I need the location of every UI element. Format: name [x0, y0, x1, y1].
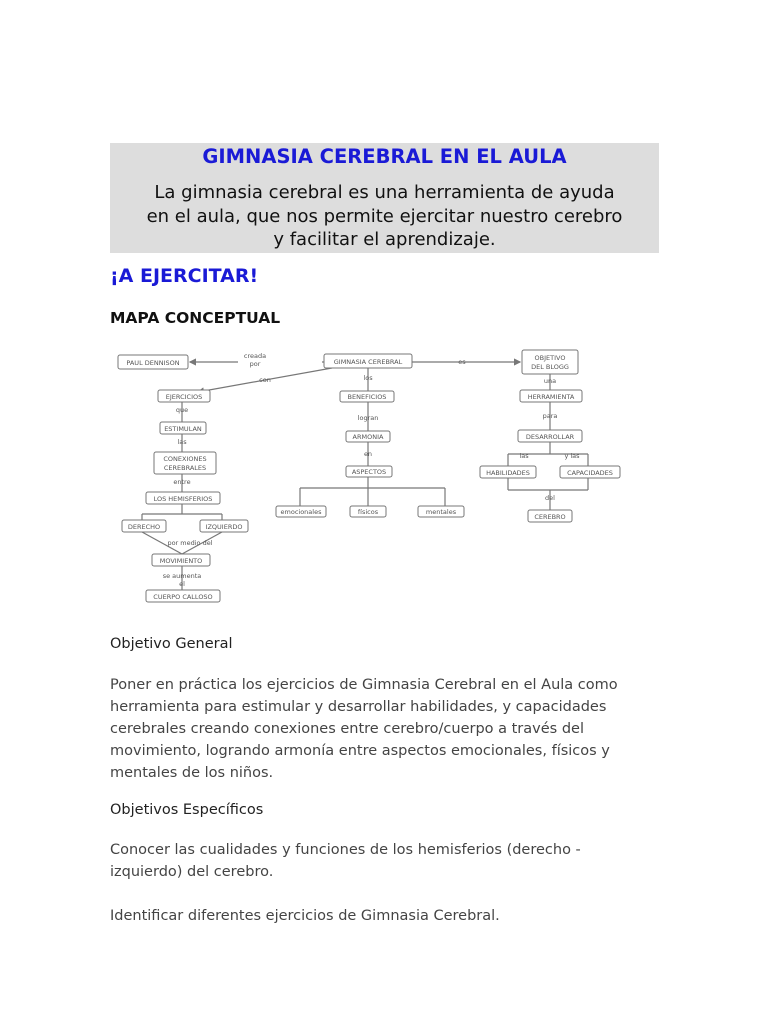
- node-paul-dennison: [118, 355, 188, 369]
- node-objetivo-label-1: OBJETIVO: [534, 354, 566, 362]
- node-emocionales-label: emocionales: [280, 508, 322, 516]
- link-es: es: [458, 358, 466, 366]
- node-izquierdo: [200, 520, 248, 532]
- objetivo-general-text: [110, 674, 670, 784]
- concept-map: [110, 340, 640, 610]
- node-herramienta-label: HERRAMIENTA: [527, 393, 575, 401]
- link-logran: logran: [357, 414, 379, 422]
- link-los-mid: los: [363, 374, 373, 382]
- link-las-right: las: [519, 452, 529, 460]
- objetivo-especifico-1-line-2: izquierdo) del cerebro.: [110, 864, 274, 880]
- link-las: las: [177, 438, 187, 446]
- link-en: en: [363, 450, 373, 458]
- node-movimiento-label: MOVIMIENTO: [159, 557, 203, 565]
- node-emocionales: [276, 506, 326, 517]
- node-objetivo-label-2: DEL BLOGG: [531, 363, 569, 371]
- objetivo-especifico-1: [110, 839, 670, 883]
- node-gimnasia-cerebral: [324, 354, 412, 368]
- link-que: que: [175, 406, 189, 414]
- node-desarrollar: [518, 430, 582, 442]
- title-banner: [110, 143, 659, 253]
- link-del: del: [545, 494, 555, 502]
- node-los-hemisferios-label: LOS HEMISFERIOS: [153, 495, 213, 503]
- node-fisicos: [350, 506, 386, 517]
- node-ejercicios-label: EJERCICIOS: [165, 393, 203, 401]
- exercise-heading: ¡A EJERCITAR!: [110, 265, 259, 287]
- banner-line-3: y facilitar el aprendizaje.: [273, 229, 496, 250]
- node-estimulan-label: ESTIMULAN: [164, 425, 202, 433]
- link-entre: entre: [173, 478, 191, 486]
- node-habilidades-label: HABILIDADES: [486, 469, 530, 477]
- link-y-las: y las: [564, 452, 580, 460]
- node-beneficios-label: BENEFICIOS: [347, 393, 387, 401]
- node-cerebro-label: CEREBRO: [534, 513, 566, 521]
- node-aspectos: [346, 466, 392, 477]
- objetivo-general-line-1: Poner en práctica los ejercicios de Gimnasia Cerebral en el Aula como: [110, 677, 618, 693]
- node-beneficios: [340, 391, 394, 402]
- link-se-aumenta: se aumenta: [162, 572, 202, 580]
- node-estimulan: [160, 422, 206, 434]
- node-mentales: [418, 506, 464, 517]
- link-por-medio-del: por medio del: [167, 539, 213, 547]
- node-objetivo-del-blogg: [522, 350, 578, 374]
- node-aspectos-label: ASPECTOS: [351, 468, 387, 476]
- node-habilidades: [480, 466, 536, 478]
- node-cuerpo-calloso: [146, 590, 220, 602]
- node-mentales-label: mentales: [425, 508, 457, 516]
- page-title: GIMNASIA CEREBRAL EN EL AULA: [202, 145, 567, 168]
- node-los-hemisferios: [146, 492, 220, 504]
- node-capacidades: [560, 466, 620, 478]
- node-movimiento: [152, 554, 210, 566]
- link-para: para: [542, 412, 558, 420]
- node-herramienta: [520, 390, 582, 402]
- link-el: el: [179, 580, 185, 588]
- objetivo-especifico-1-line-1: Conocer las cualidades y funciones de los hemisferios (derecho -: [110, 842, 581, 858]
- objetivo-general-line-3: cerebrales creando conexiones entre cerebro/cuerpo a través del: [110, 721, 584, 737]
- node-ejercicios: [158, 390, 210, 402]
- objetivos-especificos-heading: Objetivos Específicos: [110, 802, 264, 818]
- concept-map-heading: MAPA CONCEPTUAL: [110, 309, 281, 327]
- node-armonia-label: ARMONIA: [352, 433, 384, 441]
- banner-line-2: en el aula, que nos permite ejercitar nuestro cerebro: [146, 205, 623, 227]
- node-conexiones-label-2: CEREBRALES: [163, 464, 207, 472]
- link-con: con: [259, 376, 271, 384]
- objetivo-especifico-2: Identificar diferentes ejercicios de Gimnasia Cerebral.: [110, 908, 500, 924]
- link-creada: creada: [243, 352, 267, 360]
- concept-map-nodes: [118, 350, 620, 602]
- node-izquierdo-label: IZQUIERDO: [205, 523, 243, 531]
- node-desarrollar-label: DESARROLLAR: [525, 433, 575, 441]
- node-armonia: [346, 431, 390, 442]
- node-conexiones-cerebrales: [154, 452, 216, 474]
- node-cerebro: [528, 510, 572, 522]
- node-gimnasia-cerebral-label: GIMNASIA CEREBRAL: [333, 358, 403, 366]
- node-fisicos-label: físicos: [357, 508, 379, 516]
- objetivo-general-heading: Objetivo General: [110, 636, 233, 652]
- link-por: por: [249, 360, 261, 368]
- objetivo-general-line-4: movimiento, logrando armonía entre aspectos emocionales, físicos y: [110, 743, 610, 759]
- node-conexiones-label-1: CONEXIONES: [163, 455, 207, 463]
- link-una: una: [543, 377, 557, 385]
- banner-description: [110, 181, 659, 252]
- objetivo-general-line-2: herramienta para estimular y desarrollar habilidades, y capacidades: [110, 699, 607, 715]
- node-paul-dennison-label: PAUL DENNISON: [126, 359, 180, 367]
- node-capacidades-label: CAPACIDADES: [567, 469, 613, 477]
- node-cuerpo-calloso-label: CUERPO CALLOSO: [153, 593, 213, 601]
- node-derecho: [122, 520, 166, 532]
- objetivo-general-line-5: mentales de los niños.: [110, 765, 274, 781]
- banner-line-1: La gimnasia cerebral es una herramienta de ayuda: [154, 182, 615, 203]
- node-derecho-label: DERECHO: [127, 523, 161, 531]
